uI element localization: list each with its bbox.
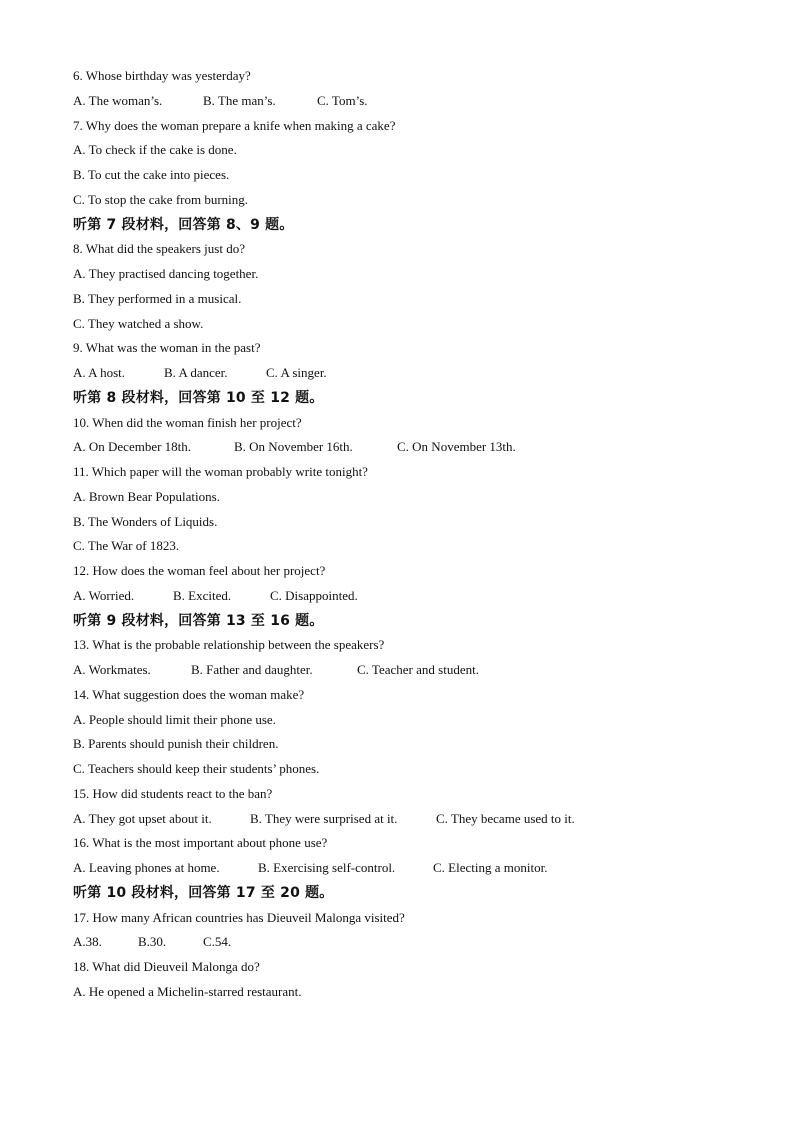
question-14: 14. What suggestion does the woman make? (73, 686, 305, 702)
option-6c: C. Tom’s. (317, 92, 368, 108)
option-17b: B.30. (138, 934, 167, 950)
option-16b: B. Exercising self-control. (258, 860, 396, 875)
option-13c: C. Teacher and student. (357, 662, 479, 677)
question-7: 7. Why does the woman prepare a knife when making a cake? (73, 117, 396, 133)
option-13b: B. Father and daughter. (191, 662, 313, 677)
question-13: 13. What is the probable relationship between the speakers? (73, 637, 385, 653)
options-9 (73, 361, 753, 386)
option-16c: C. Electing a monitor. (433, 860, 548, 875)
option-8a: A. They practised dancing together. (73, 266, 259, 281)
options-16 (73, 856, 753, 881)
option-7c: C. To stop the cake from burning. (73, 191, 249, 207)
question-9: 9. What was the woman in the past? (73, 340, 261, 356)
option-8c: C. They watched a show. (73, 315, 204, 331)
option-6a: A. The woman’s. (73, 92, 163, 108)
option-9b: B. A dancer. (164, 365, 228, 380)
option-17a: A.38. (73, 934, 102, 950)
options-17 (73, 930, 753, 955)
option-14b: B. Parents should punish their children. (73, 736, 279, 752)
option-12a: A. Worried. (73, 587, 135, 603)
option-11c: C. The War of 1823. (73, 538, 180, 554)
option-13a: A. Workmates. (73, 662, 151, 677)
option-11b: B. The Wonders of Liquids. (73, 513, 218, 529)
option-14a: A. People should limit their phone use. (73, 711, 276, 727)
question-11: 11. Which paper will the woman probably write tonight? (73, 464, 368, 479)
option-17c: C.54. (203, 934, 232, 950)
question-15: 15. How did students react to the ban? (73, 785, 273, 801)
option-9a: A. A host. (73, 365, 126, 380)
option-10b: B. On November 16th. (234, 439, 353, 455)
section-heading-9: 听第 9 段材料，回答第 13 至 16 题。 (73, 612, 324, 629)
option-10c: C. On November 13th. (397, 439, 516, 455)
option-10a: A. On December 18th. (73, 439, 192, 455)
option-11a: A. Brown Bear Populations. (73, 488, 220, 504)
question-10: 10. When did the woman finish her project? (73, 414, 302, 430)
option-12b: B. Excited. (173, 587, 232, 603)
options-13 (73, 658, 753, 683)
option-6b: B. The man’s. (203, 92, 276, 108)
section-heading-8: 听第 8 段材料，回答第 10 至 12 题。 (73, 389, 324, 406)
question-16: 16. What is the most important about phone use? (73, 835, 328, 851)
document-page (73, 64, 753, 1005)
section-heading-10: 听第 10 段材料，回答第 17 至 20 题。 (73, 884, 334, 901)
option-8b: B. They performed in a musical. (73, 290, 242, 306)
option-18a: A. He opened a Michelin-starred restaurant. (73, 983, 302, 999)
option-16a: A. Leaving phones at home. (73, 860, 220, 875)
section-heading-7: 听第 7 段材料，回答第 8、9 题。 (73, 216, 294, 233)
options-6 (73, 89, 753, 114)
option-7b: B. To cut the cake into pieces. (73, 167, 230, 182)
question-8: 8. What did the speakers just do? (73, 241, 245, 257)
options-10 (73, 435, 753, 460)
option-7a: A. To check if the cake is done. (73, 142, 237, 158)
option-9c: C. A singer. (266, 365, 327, 380)
options-15 (73, 807, 753, 832)
options-12 (73, 584, 753, 609)
question-17: 17. How many African countries has Dieuveil Malonga visited? (73, 909, 405, 925)
question-18: 18. What did Dieuveil Malonga do? (73, 959, 260, 974)
option-14c: C. Teachers should keep their students’ phones. (73, 761, 320, 776)
option-15b: B. They were surprised at it. (250, 810, 398, 826)
option-12c: C. Disappointed. (270, 587, 358, 603)
option-15c: C. They became used to it. (436, 810, 575, 826)
question-6: 6. Whose birthday was yesterday? (73, 68, 251, 83)
question-12: 12. How does the woman feel about her project? (73, 563, 326, 578)
option-15a: A. They got upset about it. (73, 810, 212, 826)
